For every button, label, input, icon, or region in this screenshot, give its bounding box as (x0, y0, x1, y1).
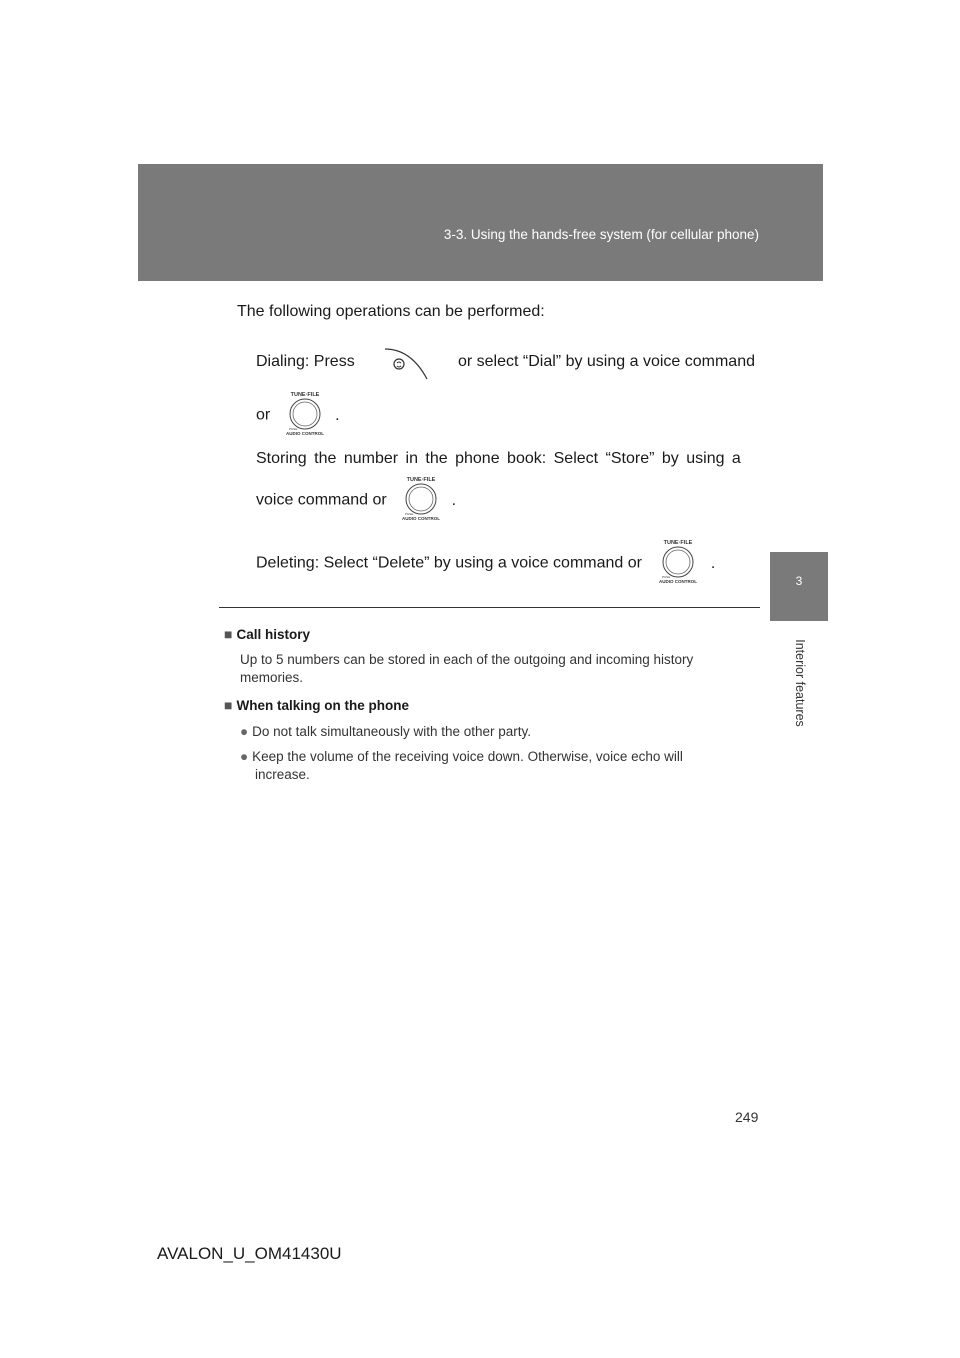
dialing-text: or select “Dial” by using a voice command (457, 353, 755, 370)
page-number: 249 (735, 1109, 759, 1125)
dialing-end: . (335, 406, 340, 424)
storing-end: . (451, 491, 457, 509)
document-code: AVALON_U_OM41430U (157, 1244, 342, 1263)
knob-small-label: PUSH (662, 575, 671, 579)
dialing-label: Dialing: Press (256, 353, 355, 370)
circle-bullet-icon: ● (240, 749, 249, 764)
chapter-number: 3 (795, 574, 803, 588)
knob-top-label: TUNE·FILE (664, 540, 693, 546)
section-divider (219, 607, 760, 608)
section-header (138, 164, 823, 281)
dialing-or: or (256, 406, 271, 424)
note-call-history-text: Up to 5 numbers can be stored in each of the outgoing and incoming history memories. (240, 652, 694, 685)
storing-text: Storing the number in the phone book: Select “Store” by using a (256, 450, 741, 467)
note-talking-bullet-2: ● Keep the volume of the receiving voice down. Otherwise, voice echo will (240, 749, 683, 764)
dialing-line-2 (256, 390, 755, 441)
knob-top-label: TUNE·FILE (290, 392, 320, 398)
deleting-end: . (710, 554, 716, 572)
audio-control-knob-icon (401, 475, 441, 526)
note-talking-bullet-2-cont: increase. (255, 767, 310, 782)
note-talking-bullet-1: ● Do not talk simultaneously with the other party. (240, 724, 532, 739)
square-bullet-icon: ■ (224, 626, 233, 642)
intro-text: The following operations can be performed: (237, 303, 545, 320)
storing-text-2: voice command or (256, 491, 387, 509)
knob-bottom-label: AUDIO CONTROL (285, 431, 324, 436)
dialing-line (256, 353, 755, 386)
knob-top-label: TUNE·FILE (406, 477, 436, 483)
knob-small-label: PUSH (405, 512, 414, 516)
audio-control-knob-icon (658, 538, 698, 589)
talk-switch-icon (381, 347, 431, 386)
circle-bullet-icon: ● (240, 724, 249, 739)
deleting-text: Deleting: Select “Delete” by using a voice command or (256, 554, 642, 572)
knob-bottom-label: AUDIO CONTROL (659, 579, 698, 584)
chapter-tab (770, 552, 828, 621)
storing-line (256, 450, 755, 468)
chapter-label: Interior features (793, 639, 807, 727)
knob-bottom-label: AUDIO CONTROL (402, 516, 441, 521)
section-title: 3-3. Using the hands-free system (for cellular phone) (443, 227, 759, 242)
note-talking-heading: ■ When talking on the phone (224, 697, 409, 713)
deleting-line (256, 538, 755, 589)
storing-line-2 (256, 475, 755, 526)
square-bullet-icon: ■ (224, 697, 233, 713)
note-call-history-heading: ■ Call history (224, 626, 310, 642)
audio-control-knob-icon (285, 390, 325, 441)
knob-small-label: PUSH (288, 427, 298, 431)
